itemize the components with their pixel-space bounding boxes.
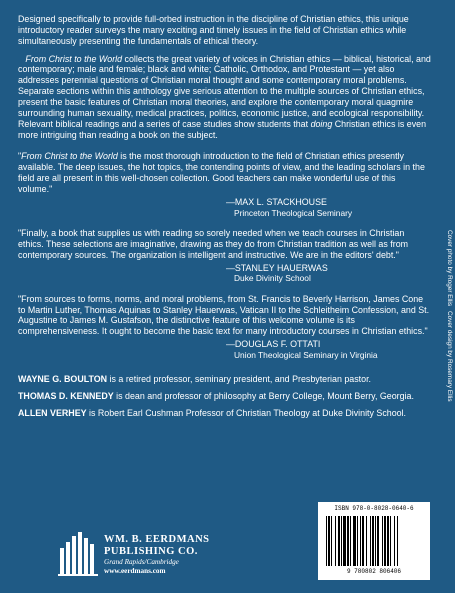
publisher-block xyxy=(58,530,258,580)
back-cover-text xyxy=(18,14,432,425)
intro-paragraph-2: From Christ to the World collects the great variety of voices in Christian ethics — biblical, historical, and contemporary; male and female; black and white; Catholic, Orthodox, and Protestant — yet also addresses perennial questions of Christian moral thought and some contemporary moral problems. Separate sections within this anthology give serious attention to the multiple sources of Christian ethics, present the basic features of Christian moral theories, and explore the contemporary moral quagmire surrounding human sexuality, medical practices, politics, economic justice, and ecological responsibility. Relevant biblical readings and a series of case studies show students that doing Christian ethics is even more intriguing than reading a book on the subject. xyxy=(18,53,431,140)
publisher-logo-icon xyxy=(58,530,100,578)
isbn-text: ISBN 978-0-8028-0640-6 xyxy=(334,505,414,512)
publisher-name-line1: WM. B. EERDMANS xyxy=(104,534,210,545)
endorsement-quote-2: "Finally, a book that supplies us with reading so sorely needed when we teach courses in Christian ethics. These selections are imaginative, drawing as they do from Christian tradition as well as from contemporary sources. The organization is intelligent and instructive. We are in the editors' debt." xyxy=(18,228,409,260)
isbn-barcode xyxy=(318,502,430,580)
book-title: From Christ to the World xyxy=(25,53,123,64)
cover-credits xyxy=(446,230,453,402)
endorsement-quote-3: "From sources to forms, norms, and moral problems, from St. Francis to Beverly Harrison, James Cone to Martin Luther, Thomas Aquinas to Stanley Hauerwas, Vatican II to the Schleitheim Confession, and St. Augustine to James M. Gustafson, the distinctive feature of this welcome volume is its comprehensiveness. It ought to become the basic text for many introductory courses in Christian ethics." xyxy=(18,293,430,337)
author-bio-kennedy: THOMAS D. KENNEDY is dean and professor of philosophy at Berry College, Mount Berry, Georgia. xyxy=(18,391,414,402)
barcode-number: 9 780802 806406 xyxy=(346,568,401,575)
publisher-website: www.eerdmans.com xyxy=(104,566,166,575)
endorsement-attribution-1: —MAX L. STACKHOUSE Princeton Theological Seminary xyxy=(226,196,353,218)
design-credit: Cover design by Rosemary Ellis xyxy=(446,311,453,402)
publisher-city: Grand Rapids/Cambridge xyxy=(104,558,179,567)
publisher-name-line2: PUBLISHING CO. xyxy=(104,546,198,558)
endorsement-attribution-2: —STANLEY HAUERWAS Duke Divinity School xyxy=(226,262,328,284)
photo-credit: Cover photo by Roger Ellis xyxy=(446,230,453,307)
intro-paragraph-1: Designed specifically to provide full-orbed instruction in the discipline of Christian ethics, this unique introductory reader surveys the many exciting and timely issues in the field of Christian ethics while simultaneously presenting the fundamentals of ethical theory. xyxy=(18,14,409,46)
author-bio-verhey: ALLEN VERHEY is Robert Earl Cushman Professor of Christian Theology at Duke Divinity School. xyxy=(18,407,407,418)
barcode-bars xyxy=(326,516,422,566)
endorsement-quote-1: "From Christ to the World is the most thorough introduction to the field of Christian ethics presently available. The deep issues, the hot topics, the contending points of view, and the leading scholars in the field are all present in this well-chosen collection. Good teachers can make wonderful use of this volume." xyxy=(18,151,425,195)
author-bio-boulton: WAYNE G. BOULTON is a retired professor, seminary president, and Presbyterian pastor. xyxy=(18,374,372,385)
endorsement-attribution-3: —DOUGLAS F. OTTATI Union Theological Seminary in Virginia xyxy=(226,339,378,360)
